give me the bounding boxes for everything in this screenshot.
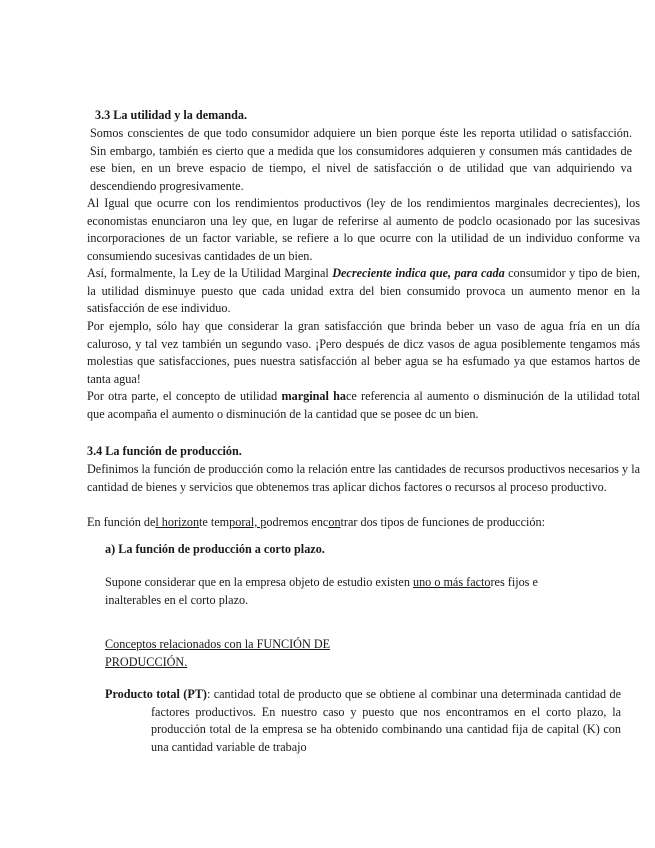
section-heading-produccion: 3.4 La función de producción. <box>87 444 242 458</box>
concepts-title: Conceptos relacionados con la FUNCIÓN DE PRODUCCIÓN. <box>105 637 331 669</box>
paragraph-definicion-produccion: Definimos la función de producción como la relación entre las cantidades de recursos productivos necesarios y la cantidad de bienes y servicios que obtenemos tras aplicar dichos factores o recursos al proceso productivo. <box>87 462 640 494</box>
definition-producto-total: Producto total (PT): cantidad total de producto que se obtiene al combinar una determinada cantidad de factores productivos. En nuestro caso y puesto que nos encontramos en el corto plazo, la producción total de la empresa se ha obtenido combinando una cantidad fija de capital (K) con una cantidad variable de trabajo <box>105 687 621 754</box>
term-producto-total: Producto total (PT) <box>105 687 207 701</box>
paragraph-horizonte-temporal: En función del horizonte temporal, podremos encontrar dos tipos de funciones de producción: <box>87 515 545 529</box>
bold-phrase: Decreciente indica que, para cada <box>332 266 505 280</box>
subheading-corto-plazo: a) La función de producción a corto plazo. <box>105 542 325 556</box>
paragraph-corto-plazo: Supone considerar que en la empresa objeto de estudio existen uno o más factores fijos e inalterables en el corto plazo. <box>105 575 538 607</box>
paragraph-ley-utilidad-marginal: Así, formalmente, la Ley de la Utilidad Marginal Decreciente indica que, para cada consumidor y tipo de bien, la utilidad disminuye puesto que cada unidad extra del bien consumido provoca un aumento menor en la satisfacción de ese individuo. <box>87 266 640 316</box>
paragraph-ejemplo-agua: Por ejemplo, sólo hay que considerar la gran satisfacción que brinda beber un vaso de agua fría en un día caluroso, y tal vez también un segundo vaso. ¡Pero después de dicz vasos de agua posiblemente tengamos más molestias que satisfacciones, pues nuestra satisfacción al beber agua se ha esfumado ya que estamos hartos de tanta agua! <box>87 319 640 386</box>
paragraph-utilidad-marginal: Por otra parte, el concepto de utilidad marginal hace referencia al aumento o disminución de la utilidad total que acompaña el aumento o disminución de la cantidad que se posee dc un bien. <box>87 389 640 421</box>
section-heading-utilidad: 3.3 La utilidad y la demanda. <box>95 108 248 122</box>
paragraph-rendimientos: Al Igual que ocurre con los rendimientos productivos (ley de los rendimientos marginales decrecientes), los economistas enunciaron una ley que, en lugar de referirse al aumento de podclo ocasionado por las sucesivas incorporaciones de un factor variable, se refiere a lo que ocurre con la utilidad de un individuo conforme va consumiendo sucesivas cantidades de un bien. <box>87 196 640 263</box>
paragraph-utilidad-intro: Somos conscientes de que todo consumidor adquiere un bien porque éste les reporta utilidad o satisfacción. Sin embargo, también es cierto que a medida que los consumidores adquieren y consumen más cantidades de ese bien, en un breve espacio de tiempo, el nivel de satisfacción o de utilidad que van adquiriendo va descendiendo progresivamente. <box>90 126 632 193</box>
bold-phrase: marginal ha <box>281 389 346 403</box>
